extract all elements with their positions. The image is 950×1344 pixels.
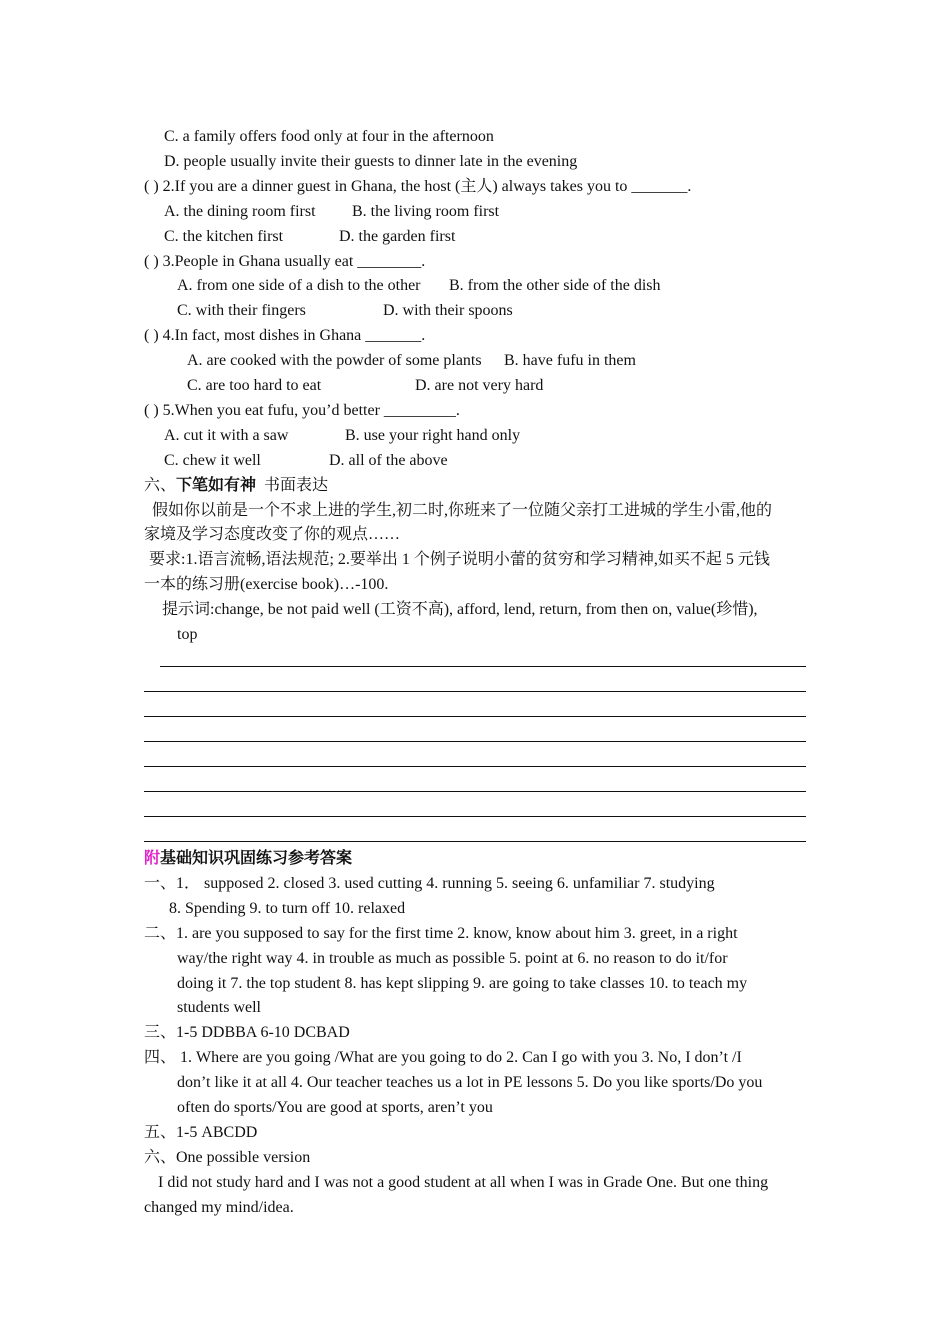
writing-line[interactable] — [144, 741, 806, 742]
q5-option-a: A. cut it with a saw — [164, 427, 289, 444]
answer-2-line-1: 二、1. are you supposed to say for the first time 2. know, know about him 3. greet, in a right — [144, 925, 738, 942]
answer-2-line-3: doing it 7. the top student 8. has kept slipping 9. are going to take classes 10. to teach my — [177, 975, 748, 992]
q1-option-d: D. people usually invite their guests to dinner late in the evening — [164, 153, 578, 170]
sample-essay-line-2: changed my mind/idea. — [144, 1199, 294, 1216]
sample-essay-line-1: I did not study hard and I was not a good student at all when I was in Grade One. But one thing — [158, 1174, 769, 1191]
requirements-line-2: 一本的练习册(exercise book)…-100. — [144, 576, 389, 593]
writing-line[interactable] — [144, 766, 806, 767]
writing-line[interactable] — [144, 791, 806, 792]
answer-3: 三、1-5 DDBBA 6-10 DCBAD — [144, 1024, 350, 1041]
answer-2-line-2: way/the right way 4. in trouble as much as possible 5. point at 6. no reason to do it/for — [177, 950, 728, 967]
answer-1-line-1: 一、1． supposed 2. closed 3. used cutting 4. running 5. seeing 6. unfamiliar 7. studying — [144, 875, 715, 892]
requirements-line-1: 要求:1.语言流畅,语法规范; 2.要举出 1 个例子说明小蕾的贫穷和学习精神,如买不起 5 元钱 — [149, 551, 770, 568]
question-2: ( ) 2.If you are a dinner guest in Ghana, the host (主人) always takes you to _______. — [144, 178, 692, 195]
q5-option-c: C. chew it well — [164, 452, 261, 469]
q5-option-d: D. all of the above — [329, 452, 448, 469]
hint-words-line-1: 提示词:change, be not paid well (工资不高), afford, lend, return, from then on, value(珍惜), — [162, 601, 758, 618]
hint-words-line-2: top — [177, 626, 198, 643]
answer-4-line-1: 四、 1. Where are you going /What are you going to do 2. Can I go with you 3. No, I don’t /I — [144, 1049, 742, 1066]
answer-4-line-2: don’t like it at all 4. Our teacher teaches us a lot in PE lessons 5. Do you like sports/Do you — [177, 1074, 763, 1091]
answers-title-text: 基础知识巩固练习参考答案 — [160, 850, 353, 867]
q2-option-c: C. the kitchen first — [164, 228, 284, 245]
q4-option-a: A. are cooked with the powder of some plants — [187, 352, 482, 369]
answer-6-heading: 六、One possible version — [144, 1149, 311, 1166]
question-3: ( ) 3.People in Ghana usually eat ________. — [144, 253, 426, 270]
answer-1-line-2: 8. Spending 9. to turn off 10. relaxed — [169, 900, 406, 917]
answers-title — [144, 846, 352, 871]
writing-line[interactable] — [144, 841, 806, 842]
question-4: ( ) 4.In fact, most dishes in Ghana _______. — [144, 327, 426, 344]
q5-option-b: B. use your right hand only — [345, 427, 521, 444]
q4-option-d: D. are not very hard — [415, 377, 544, 394]
writing-line[interactable] — [144, 691, 806, 692]
q4-option-c: C. are too hard to eat — [187, 377, 322, 394]
section-6-heading — [144, 473, 328, 498]
section-6-subtitle: 书面表达 — [264, 477, 329, 494]
answer-2-line-4: students well — [177, 999, 261, 1016]
q2-option-a: A. the dining room first — [164, 203, 316, 220]
q4-option-b: B. have fufu in them — [504, 352, 636, 369]
question-5: ( ) 5.When you eat fufu, you’d better _________. — [144, 402, 460, 419]
section-6-title: 下笔如有神 — [176, 477, 257, 494]
writing-prompt-line-2: 家境及学习态度改变了你的观点…… — [144, 526, 401, 543]
writing-line[interactable] — [160, 666, 806, 667]
q1-option-c: C. a family offers food only at four in the afternoon — [164, 128, 494, 145]
writing-prompt-line-1: 假如你以前是一个不求上进的学生,初二时,你班来了一位随父亲打工进城的学生小雷,他的 — [152, 502, 773, 519]
q3-option-c: C. with their fingers — [177, 302, 306, 319]
writing-line[interactable] — [144, 716, 806, 717]
q3-option-a: A. from one side of a dish to the other — [177, 277, 421, 294]
answers-title-prefix: 附 — [144, 850, 161, 867]
section-6-number: 六、 — [144, 477, 177, 494]
answer-4-line-3: often do sports/You are good at sports, aren’t you — [177, 1099, 493, 1116]
writing-line[interactable] — [144, 816, 806, 817]
q3-option-b: B. from the other side of the dish — [449, 277, 661, 294]
answer-5: 五、1-5 ABCDD — [144, 1124, 258, 1141]
q3-option-d: D. with their spoons — [383, 302, 513, 319]
q2-option-b: B. the living room first — [352, 203, 500, 220]
q2-option-d: D. the garden first — [339, 228, 456, 245]
